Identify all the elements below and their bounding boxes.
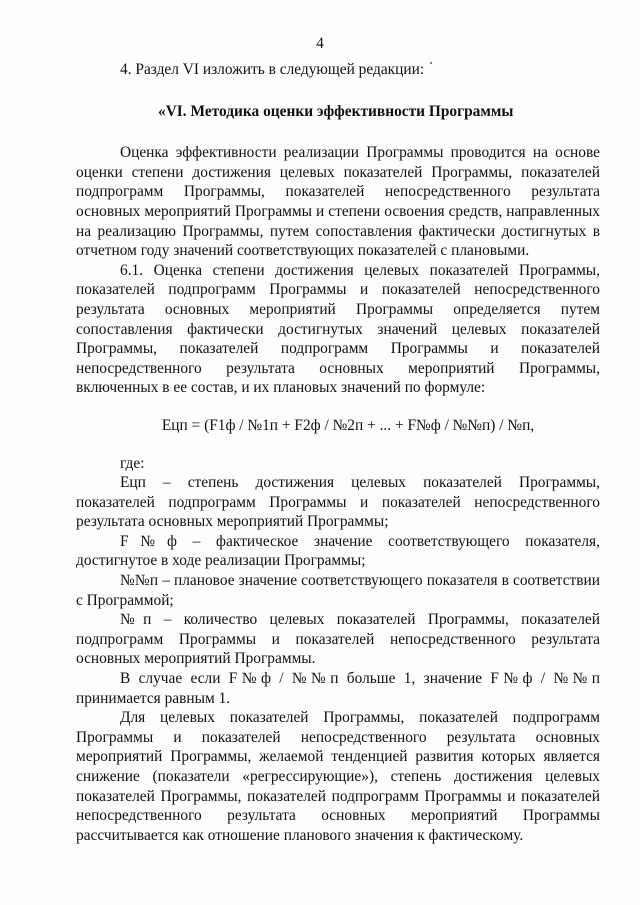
document-body xyxy=(76,60,600,845)
formula: Ецп = (F1ф / №1п + F2ф / №2п + ... + F№ф / №№п) / №п, xyxy=(161,416,535,434)
definition-count: №п – количество целевых показателей Программы, показателей подпрограмм Программы и показателей непосредственного результата основных мероприятий Программы. xyxy=(76,611,600,668)
section-heading: «VI. Методика оценки эффективности Программы xyxy=(158,102,514,120)
paragraph-regressive: Для целевых показателей Программы, показателей подпрограмм Программы и показателей непосредственного результата основных мероприятий Программы, желаемой тенденцией развития которых является снижение (показатели «регрессирующие»), степень достижения целевых показателей Программы, показателей подпрограмм Программы и показателей непосредственного результата основных мероприятий Программы рассчитывается как отношение планового значения к фактическому. xyxy=(76,709,600,844)
definition-plan-value: №№п – плановое значение соответствующего показателя в соответствии с Программой; xyxy=(76,572,600,609)
paragraph-6-1: 6.1. Оценка степени достижения целевых показателей Программы, показателей подпрограмм Программы и показателей непосредственного результата основных мероприятий Программы определяется путем сопоставления фактически достигнутых значений целевых показателей Программы, показателей подпрограмм Программы и показателей непосредственного результата основных мероприятий Программы, включенных в ее состав, и их плановых значений по формуле: xyxy=(76,261,600,397)
definition-where: где: xyxy=(120,454,145,472)
amendment-intro: 4. Раздел VI изложить в следующей редакции: xyxy=(120,61,425,78)
paragraph-cap-rule: В случае если F№ф / №№п больше 1, значение F№ф / №№п принимается равным 1. xyxy=(76,670,600,707)
page-number: 4 xyxy=(316,35,324,52)
definition-fact-value: F№ф – фактическое значение соответствующего показателя, достигнутое в ходе реализации Программы; xyxy=(76,532,600,570)
definition-ecp: Ецп – степень достижения целевых показателей Программы, показателей подпрограмм Программы и показателей непосредственного результата основных мероприятий Программы; xyxy=(76,474,600,531)
paragraph-evaluation-overview: Оценка эффективности реализации Программы проводится на основе оценки степени достижения целевых показателей Программы, показателей подпрограмм Программы, показателей непосредственного результата основных мероприятий Программы и степени освоения средств, направленных на реализацию Программы, путем сопоставления фактически достигнутых в отчетном году значений соответствующих показателей с плановыми. xyxy=(76,144,600,260)
